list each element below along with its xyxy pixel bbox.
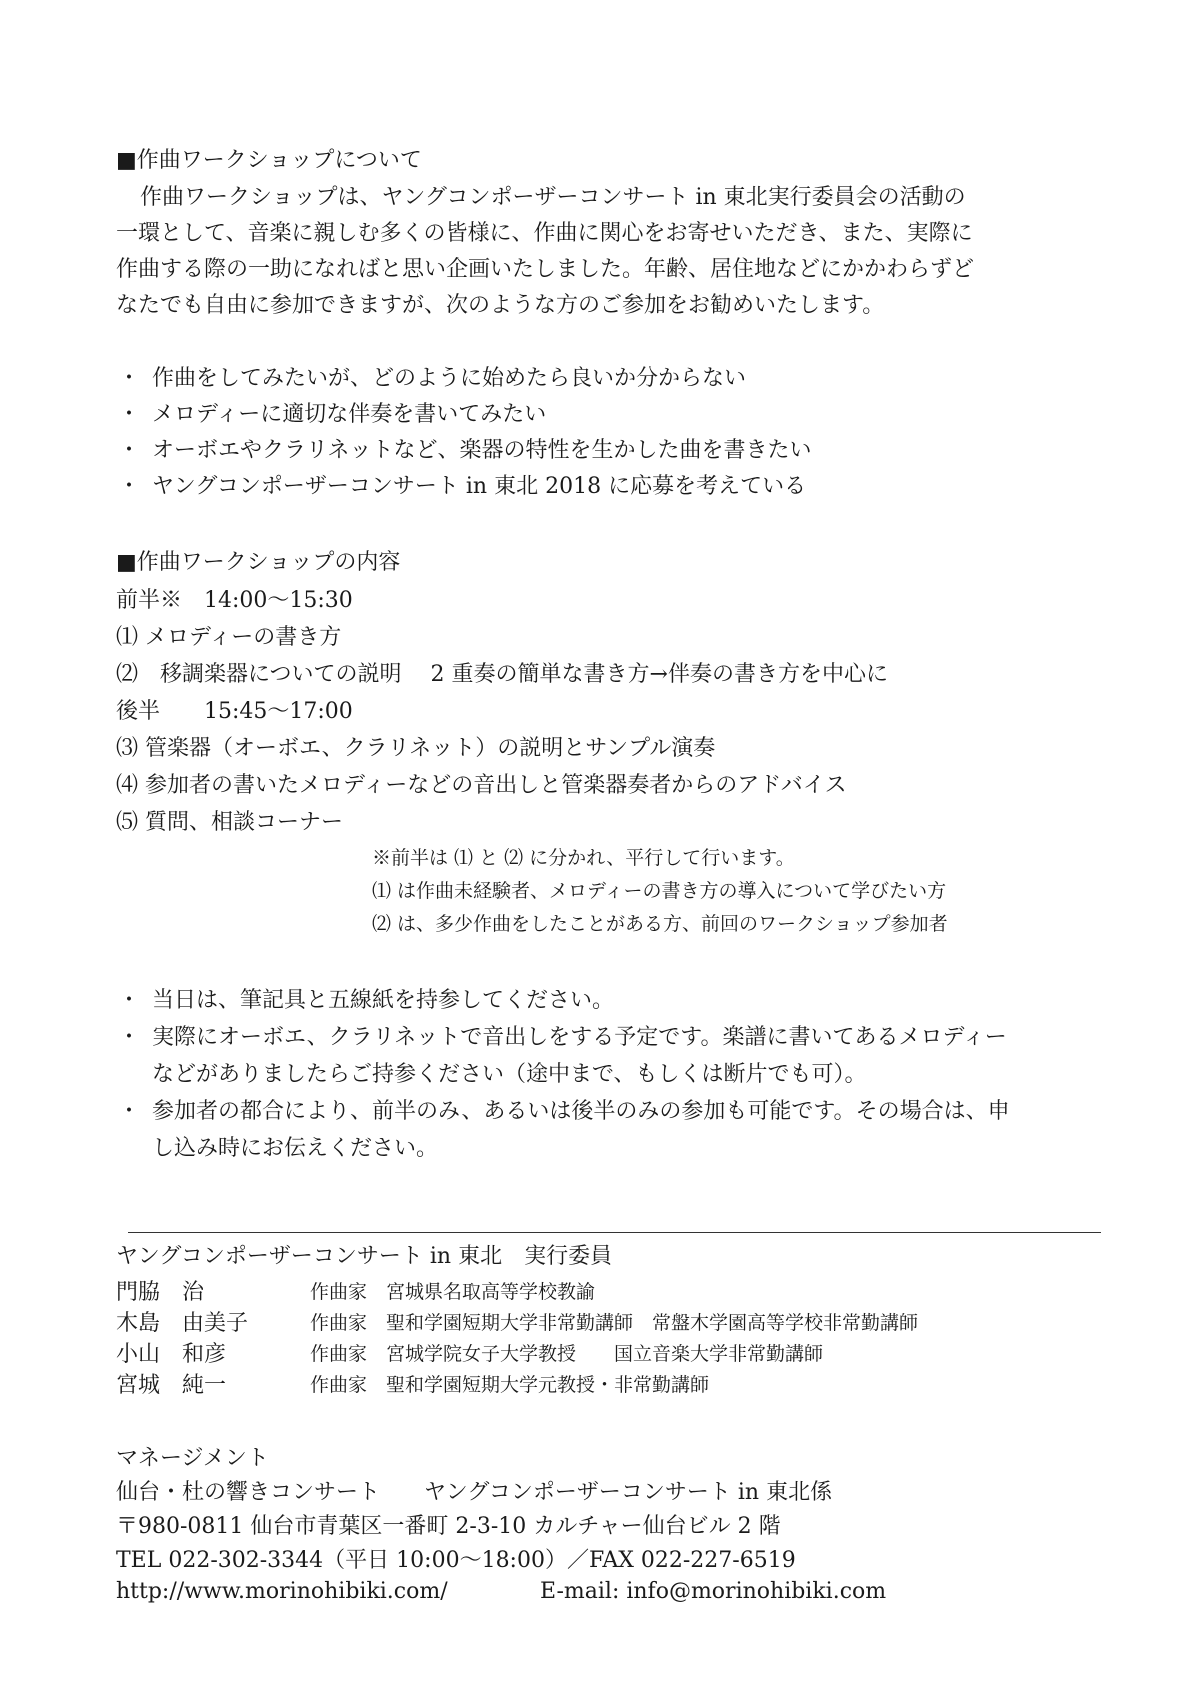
second-half-time: 後半 15:45～17:00 bbox=[116, 699, 353, 724]
management-title: マネージメント bbox=[116, 1446, 269, 1471]
content-item-3: ⑶ 管楽器（オーボエ、クラリネット）の説明とサンプル演奏 bbox=[116, 736, 716, 761]
about-bullet-4: ヤングコンポーザーコンサート in 東北 2018 に応募を考えている bbox=[152, 474, 807, 499]
content-item-2: ⑵ 移調楽器についての説明 2 重奏の簡単な書き方→伴奏の書き方を中心に bbox=[116, 662, 888, 687]
management-email-link[interactable]: E-mail: info@morinohibiki.com bbox=[540, 1579, 887, 1604]
first-half-time: 前半※ 14:00～15:30 bbox=[116, 588, 353, 613]
member-name-4: 宮城 純一 bbox=[116, 1373, 227, 1398]
committee-title: ヤングコンポーザーコンサート in 東北 実行委員 bbox=[116, 1244, 613, 1269]
notice-1: 当日は、筆記具と五線紙を持参してください。 bbox=[152, 988, 615, 1013]
section-divider bbox=[128, 1232, 1101, 1233]
about-line-1: 作曲ワークショップは、ヤングコンポーザーコンサート in 東北実行委員会の活動の bbox=[140, 185, 966, 210]
bullet-dot: ・ bbox=[118, 366, 141, 391]
about-line-3: 作曲する際の一助になればと思い企画いたしました。年齢、居住地などにかかわらずど bbox=[116, 257, 975, 282]
management-url-link[interactable]: http://www.morinohibiki.com/ bbox=[116, 1579, 448, 1604]
bullet-dot: ・ bbox=[118, 988, 141, 1013]
content-heading: ■作曲ワークショップの内容 bbox=[116, 550, 401, 575]
bullet-dot: ・ bbox=[118, 438, 141, 463]
member-role-1: 作曲家 宮城県名取高等学校教諭 bbox=[310, 1281, 596, 1303]
notice-3b: し込み時にお伝えください。 bbox=[152, 1136, 439, 1161]
notice-2a: 実際にオーボエ、クラリネットで音出しをする予定です。楽譜に書いてあるメロディー bbox=[152, 1025, 1007, 1050]
member-role-2: 作曲家 聖和学園短期大学非常勤講師 常盤木学園高等学校非常勤講師 bbox=[310, 1312, 919, 1334]
content-item-1: ⑴ メロディーの書き方 bbox=[116, 625, 342, 650]
about-bullet-3: オーボエやクラリネットなど、楽器の特性を生かした曲を書きたい bbox=[152, 438, 812, 463]
bullet-dot: ・ bbox=[118, 1025, 141, 1050]
about-bullet-2: メロディーに適切な伴奏を書いてみたい bbox=[152, 402, 547, 427]
management-org: 仙台・杜の響きコンサート ヤングコンポーザーコンサート in 東北係 bbox=[116, 1480, 833, 1505]
member-name-1: 門脇 治 bbox=[116, 1280, 205, 1305]
member-name-2: 木島 由美子 bbox=[116, 1311, 249, 1336]
content-item-5: ⑸ 質問、相談コーナー bbox=[116, 810, 343, 835]
content-item-4: ⑷ 参加者の書いたメロディーなどの音出しと管楽器奏者からのアドバイス bbox=[116, 773, 847, 798]
notice-2b: などがありましたらご持参ください（途中まで、もしくは断片でも可）。 bbox=[152, 1062, 867, 1087]
member-name-3: 小山 和彦 bbox=[116, 1342, 227, 1367]
about-line-4: なたでも自由に参加できますが、次のような方のご参加をお勧めいたします。 bbox=[116, 293, 885, 318]
notice-3a: 参加者の都合により、前半のみ、あるいは後半のみの参加も可能です。その場合は、申 bbox=[152, 1099, 1010, 1124]
about-bullet-1: 作曲をしてみたいが、どのように始めたら良いか分からない bbox=[152, 366, 747, 391]
management-tel-fax: TEL 022-302-3344（平日 10:00～18:00）／FAX 022-227-6519 bbox=[116, 1548, 796, 1573]
about-line-2: 一環として、音楽に親しむ多くの皆様に、作曲に関心をお寄せいただき、また、実際に bbox=[116, 221, 973, 246]
bullet-dot: ・ bbox=[118, 474, 141, 499]
content-note-1: ※前半は ⑴ と ⑵ に分かれ、平行して行います。 bbox=[372, 847, 795, 869]
management-address: 〒980-0811 仙台市青葉区一番町 2-3-10 カルチャー仙台ビル 2 階 bbox=[116, 1514, 781, 1539]
member-role-3: 作曲家 宮城学院女子大学教授 国立音楽大学非常勤講師 bbox=[310, 1343, 824, 1365]
bullet-dot: ・ bbox=[118, 1099, 141, 1124]
content-note-3: ⑵ は、多少作曲をしたことがある方、前回のワークショップ参加者 bbox=[372, 913, 948, 935]
about-heading: ■作曲ワークショップについて bbox=[116, 148, 422, 173]
bullet-dot: ・ bbox=[118, 402, 141, 427]
content-note-2: ⑴ は作曲未経験者、メロディーの書き方の導入について学びたい方 bbox=[372, 880, 947, 902]
member-role-4: 作曲家 聖和学園短期大学元教授・非常勤講師 bbox=[310, 1374, 710, 1396]
